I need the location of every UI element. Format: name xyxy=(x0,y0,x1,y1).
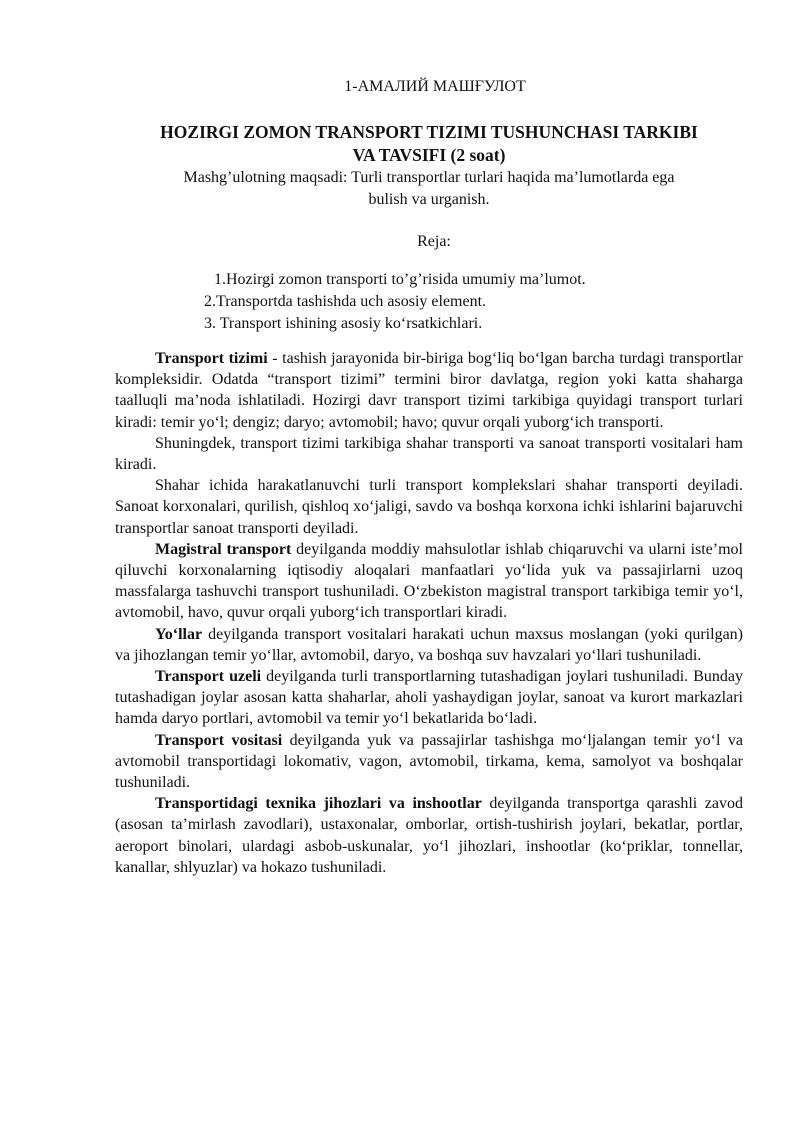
paragraph xyxy=(115,793,743,878)
paragraph xyxy=(115,730,743,794)
body-text xyxy=(115,348,743,878)
term: Yo‘llar xyxy=(155,625,203,643)
term: Transport vositasi xyxy=(155,731,283,749)
term: Transport tizimi xyxy=(155,350,268,367)
purpose-line-1: Mashg’ulotning maqsadi: Turli transportlar turlari haqida ma’lumotlarda ega xyxy=(183,169,675,186)
paragraph xyxy=(115,433,743,475)
plan-heading: Reja: xyxy=(417,233,451,250)
purpose-line-2: bulish va urganish. xyxy=(368,191,490,208)
paragraph-text: deyilganda transportga qarashli zavod (asosan ta’mirlash zavodlari), ustaxonalar, omborlar, ortish-tushirish joylari, bekatlar, portlar, aeroport binolari, ulardagi asbob-uskunalar, yo‘l jihozlari, inshootlar (ko‘priklar, tonnellar, kanallar, shlyuzlar) va hokazo tushuniladi. xyxy=(115,795,743,876)
title-line-2: VA TAVSIFI (2 soat) xyxy=(352,145,506,165)
plan-item: 3. Transport ishining asosiy ko‘rsatkichlari. xyxy=(204,315,483,332)
paragraph-text: Shahar ichida harakatlanuvchi turli transport komplekslari shahar transporti deyiladi. Sanoat korxonalari, qurilish, qishloq xo‘jaligi, savdo va boshqa korxona ichki ishlarini bajaruvchi transportlar sanoat transporti deyiladi. xyxy=(115,477,743,537)
document-title xyxy=(115,121,743,167)
paragraph-text: deyilganda yuk va passajirlar tashishga mo‘ljalangan temir yo‘l va avtomobil transportidagi lokomativ, vagon, avtomobil, tirkama, kema, samolyot va boshqalar tushuniladi. xyxy=(115,731,743,792)
paragraph-text: deyilganda moddiy mahsulotlar ishlab chiqaruvchi va ularni iste’mol qiluvchi korxonalarning iqtisodiy aloqalari manfaatlari yo‘lida yuk va passajirlarni uzoq massfalarga tashuvchi transport tushuniladi. O‘zbekiston magistral transport tarkibiga temir yo‘l, avtomobil, havo, quvur orqali yuborg‘ich transportlari kiradi. xyxy=(115,540,744,622)
paragraph-text: deyilganda turli transportlarning tutashadigan joylari tushuniladi. Bunday tutashadigan joylar asosan katta shaharlar, aholi yashaydigan joylar, sanoat va kurort markazlari hamda daryo portlari, avtomobil va temir yo‘l bekatlarida bo‘ladi. xyxy=(115,668,744,728)
paragraph xyxy=(115,666,743,730)
lesson-purpose xyxy=(115,167,743,211)
paragraph xyxy=(115,475,743,539)
lesson-label: 1-АМАЛИЙ МАШҒУЛОТ xyxy=(344,78,526,95)
paragraph xyxy=(115,624,743,666)
plan-item: 2.Transportda tashishda uch asosiy element. xyxy=(204,293,487,310)
paragraph-text: deyilganda transport vositalari harakati uchun maxsus moslangan (yoki qurilgan) va jihozlangan temir yo‘llar, avtomobil, daryo, va boshqa suv havzalari yo‘llari tushuniladi. xyxy=(115,625,743,664)
paragraph-text: Shuningdek, transport tizimi tarkibiga shahar transporti va sanoat transporti vositalari ham kiradi. xyxy=(115,434,743,474)
paragraph-text: - tashish jarayonida bir-biriga bog‘liq bo‘lgan barcha turdagi transportlar kompleksidir. Odatda “transport tizimi” termini biror davlatga, region yoki katta shaharga taalluqli ma’noda ishlatiladi. Hozirgi davr transport tizimi tarkibiga quyidagi transport turlari kiradi: temir yo‘l; dengiz; daryo; avtomobil; havo; quvur orqali yuborg‘ich transporti. xyxy=(115,350,743,431)
term: Transportidagi texnika jihozlari va inshootlar xyxy=(155,795,482,813)
plan-item: 1.Hozirgi zomon transporti to’g’risida umumiy ma’lumot. xyxy=(214,271,586,288)
title-line-1: HOZIRGI ZOMON TRANSPORT TIZIMI TUSHUNCHASI TARKIBI xyxy=(160,122,698,142)
paragraph xyxy=(115,348,743,433)
term: Transport uzeli xyxy=(155,668,262,686)
term: Magistral transport xyxy=(155,540,292,558)
paragraph xyxy=(115,539,743,624)
